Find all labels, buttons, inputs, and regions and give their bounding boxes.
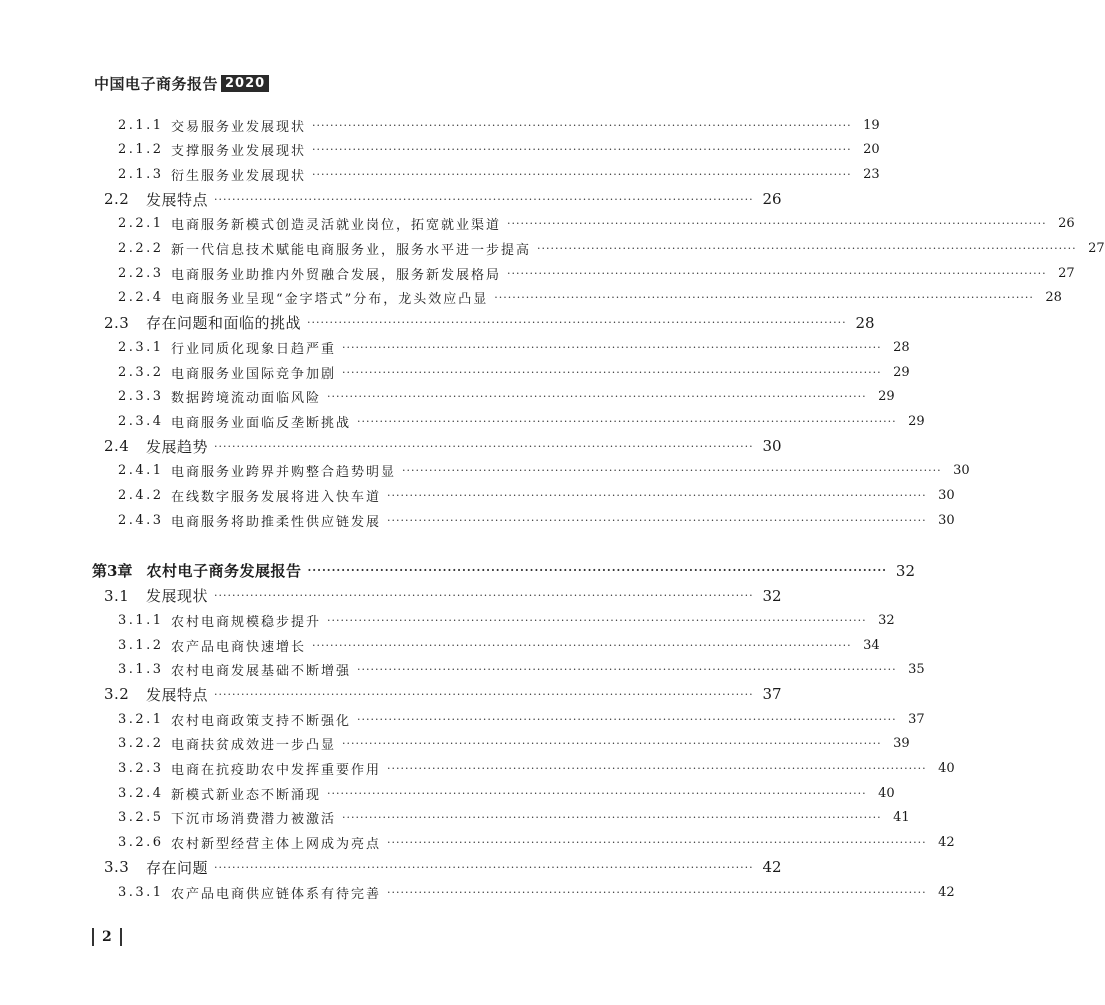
toc-entry-number: 3.2.2 [118, 736, 164, 752]
toc-entry[interactable] [118, 163, 880, 185]
toc-entry-page: 42 [938, 884, 955, 900]
toc-leader-dots: ························································································································ [387, 513, 927, 527]
toc-entry-page: 29 [893, 364, 910, 380]
toc-entry-title: 发展特点 [146, 190, 209, 209]
toc-entry-title: 农村电商发展基础不断增强 [171, 664, 352, 680]
toc-leader-dots: ························································································································ [387, 836, 927, 850]
toc-entry-title: 农村新型经营主体上网成为亮点 [171, 837, 382, 853]
toc-entry-title: 农产品电商快速增长 [171, 639, 307, 655]
toc-entry[interactable] [118, 287, 1062, 309]
toc-entry[interactable] [118, 782, 895, 804]
toc-entry-number: 2.1.2 [118, 142, 164, 158]
toc-entry-title: 下沉市场消费潜力被激活 [171, 812, 337, 828]
toc-leader-dots: ························································································································ [342, 737, 882, 751]
toc-entry-title: 农村电子商务发展报告 [146, 562, 302, 581]
toc-entry-number: 3.2.6 [118, 835, 164, 851]
toc-leader-dots: ························································································································ [387, 885, 927, 899]
toc-entry-number: 3.1.2 [118, 637, 164, 653]
toc-leader-dots: ························································································································ [402, 464, 942, 478]
running-header [94, 73, 269, 94]
year-badge: 2020 [221, 75, 269, 92]
toc-entry-number: 3.1.3 [118, 662, 164, 678]
toc-entry-page: 42 [938, 835, 955, 851]
toc-entry[interactable] [92, 560, 916, 582]
toc-leader-dots: ························································································································ [357, 712, 897, 726]
toc-entry-title: 在线数字服务发展将进入快车道 [171, 490, 382, 505]
toc-entry[interactable] [118, 460, 970, 482]
toc-entry-page: 30 [953, 463, 970, 479]
toc-entry-number: 3.2.4 [118, 785, 164, 801]
toc-entry-page: 37 [908, 711, 925, 727]
toc-entry-title: 电商服务业面临反垄断挑战 [171, 415, 352, 431]
toc-entry-page: 34 [863, 637, 880, 653]
footer-right-bar [120, 928, 122, 946]
toc-entry-number: 2.2.4 [118, 290, 164, 306]
toc-entry-page: 37 [762, 685, 782, 704]
toc-entry-title: 交易服务业发展现状 [171, 119, 307, 135]
toc-entry-number: 2.2.2 [118, 241, 164, 256]
toc-entry[interactable] [118, 708, 925, 730]
toc-entry[interactable] [118, 361, 910, 383]
toc-leader-dots: ························································································································ [312, 143, 852, 157]
toc-entry[interactable] [118, 262, 1075, 284]
toc-entry-page: 30 [938, 512, 955, 528]
toc-leader-dots: ························································································································ [214, 439, 754, 453]
page-footer [92, 928, 122, 946]
toc-entry-title: 电商服务将助推柔性供应链发展 [171, 514, 382, 530]
toc-leader-dots: ························································································································ [342, 340, 882, 354]
report-title: 中国电子商务报告 [94, 75, 219, 93]
toc-entry-number: 2.4.2 [118, 488, 164, 503]
toc-entry-title: 农村电商规模稳步提升 [171, 614, 322, 630]
toc-entry[interactable] [104, 312, 875, 334]
toc-entry-title: 行业同质化现象日趋严重 [171, 341, 337, 357]
toc-entry-number: 2.1.1 [118, 117, 164, 133]
toc-entry-page: 27 [1058, 265, 1075, 281]
toc-entry[interactable] [118, 213, 1075, 235]
toc-leader-dots: ························································································································ [312, 118, 852, 132]
toc-entry-number: 2.2.3 [118, 265, 164, 281]
toc-entry-number: 2.2 [104, 190, 130, 209]
toc-leader-dots: ························································································································ [342, 811, 882, 825]
toc-entry[interactable] [118, 881, 955, 903]
toc-leader-dots: ························································································································ [327, 390, 867, 404]
toc-entry-title: 新一代信息技术赋能电商服务业，服务水平进一步提高 [171, 243, 532, 258]
toc-entry[interactable] [118, 410, 925, 432]
toc-entry-page: 20 [863, 142, 880, 158]
toc-leader-dots: ························································································································ [307, 316, 847, 330]
toc-entry-title: 电商服务新模式创造灵活就业岗位，拓宽就业渠道 [171, 218, 502, 234]
toc-entry[interactable] [104, 856, 782, 878]
toc-leader-dots: ························································································································ [327, 786, 867, 800]
toc-entry-page: 26 [762, 190, 782, 209]
toc-entry-title: 新模式新业态不断涌现 [171, 787, 322, 803]
toc-leader-dots: ························································································································ [307, 564, 888, 578]
toc-entry-page: 19 [863, 117, 880, 133]
toc-entry-number: 2.3 [104, 313, 130, 332]
toc-entry-number: 3.2.5 [118, 810, 164, 826]
toc-entry-number: 3.3 [104, 858, 130, 877]
toc-leader-dots: ························································································································ [214, 860, 754, 874]
toc-entry[interactable] [118, 238, 1105, 260]
toc-entry-title: 电商服务业呈现“金字塔式”分布，龙头效应凸显 [171, 292, 489, 308]
toc-entry-title: 发展特点 [146, 685, 209, 704]
toc-entry-page: 40 [878, 785, 895, 801]
toc-leader-dots: ························································································································ [357, 414, 897, 428]
toc-entry-title: 电商服务业助推内外贸融合发展，服务新发展格局 [171, 267, 502, 283]
toc-entry-number: 3.2.3 [118, 761, 164, 776]
toc-entry-number: 第3章 [92, 562, 133, 581]
toc-leader-dots: ························································································································ [507, 217, 1047, 231]
toc-leader-dots: ························································································································ [214, 589, 754, 603]
toc-leader-dots: ························································································································ [357, 663, 897, 677]
toc-entry-title: 电商服务业国际竞争加剧 [171, 366, 337, 382]
toc-entry-title: 电商服务业跨界并购整合趋势明显 [171, 465, 397, 481]
toc-entry[interactable] [118, 659, 925, 681]
toc-entry-page: 40 [938, 761, 955, 776]
toc-entry-number: 3.1.1 [118, 612, 164, 628]
toc-entry-page: 23 [863, 166, 880, 182]
toc-entry-page: 32 [895, 561, 916, 580]
toc-entry-number: 3.3.1 [118, 884, 164, 900]
page-number: 2 [102, 929, 112, 945]
toc-entry-page: 30 [938, 488, 955, 503]
toc-entry[interactable] [118, 733, 910, 755]
toc-entry-title: 支撑服务业发展现状 [171, 144, 307, 160]
toc-entry-title: 发展趋势 [146, 437, 209, 456]
toc-entry-page: 41 [893, 810, 910, 826]
toc-entry-page: 29 [908, 413, 925, 429]
toc-entry-number: 3.1 [104, 586, 130, 605]
footer-left-bar [92, 928, 94, 946]
toc-entry-page: 29 [878, 389, 895, 405]
toc-entry-page: 26 [1058, 216, 1075, 232]
toc-entry[interactable] [118, 758, 955, 780]
toc-entry[interactable] [118, 509, 955, 531]
toc-entry-number: 2.3.1 [118, 339, 164, 355]
toc-entry-number: 3.2 [104, 685, 130, 704]
toc-entry-number: 3.2.1 [118, 711, 164, 727]
toc-entry-page: 39 [893, 736, 910, 752]
toc-leader-dots: ························································································································ [312, 638, 852, 652]
toc-entry-number: 2.4.1 [118, 463, 164, 479]
toc-entry[interactable] [104, 188, 782, 210]
toc-entry-title: 电商扶贫成效进一步凸显 [171, 738, 337, 754]
toc-leader-dots: ························································································································ [537, 242, 1077, 255]
toc-entry-title: 发展现状 [146, 587, 209, 606]
toc-entry-title: 衍生服务业发展现状 [171, 168, 307, 184]
toc-entry[interactable] [118, 609, 895, 631]
toc-leader-dots: ························································································································ [494, 291, 1034, 305]
toc-entry[interactable] [118, 485, 955, 507]
toc-leader-dots: ························································································································ [387, 762, 927, 775]
toc-leader-dots: ························································································································ [507, 266, 1047, 280]
toc-leader-dots: ························································································································ [214, 687, 754, 701]
toc-entry[interactable] [118, 336, 910, 358]
toc-entry-number: 2.4.3 [118, 512, 164, 528]
toc-entry[interactable] [118, 634, 880, 656]
toc-entry[interactable] [104, 683, 782, 705]
toc-entry-page: 42 [762, 858, 782, 877]
toc-entry-title: 数据跨境流动面临风险 [171, 391, 322, 407]
toc-entry-title: 农村电商政策支持不断强化 [171, 713, 352, 729]
toc-entry-page: 32 [878, 612, 895, 628]
toc-entry-number: 2.3.3 [118, 389, 164, 405]
toc-entry[interactable] [104, 585, 782, 607]
toc-entry-page: 32 [762, 586, 782, 605]
toc-leader-dots: ························································································································ [327, 613, 867, 627]
toc-leader-dots: ························································································································ [214, 192, 754, 206]
toc-leader-dots: ························································································································ [387, 489, 927, 502]
toc-entry-number: 2.3.2 [118, 364, 164, 380]
toc-entry-number: 2.3.4 [118, 413, 164, 429]
toc-entry-page: 35 [908, 662, 925, 678]
toc-leader-dots: ························································································································ [312, 167, 852, 181]
toc-entry[interactable] [118, 386, 895, 408]
toc-entry-page: 28 [855, 313, 875, 332]
toc-entry-title: 农产品电商供应链体系有待完善 [171, 886, 382, 902]
toc-entry-title: 电商在抗疫助农中发挥重要作用 [171, 763, 382, 778]
toc-entry-number: 2.1.3 [118, 166, 164, 182]
toc-entry-title: 存在问题 [146, 858, 209, 877]
toc-entry[interactable] [118, 807, 910, 829]
toc-entry-page: 28 [1045, 290, 1062, 306]
toc-entry-page: 28 [893, 339, 910, 355]
toc-entry-page: 30 [762, 437, 782, 456]
toc-entry[interactable] [118, 832, 955, 854]
toc-leader-dots: ························································································································ [342, 365, 882, 379]
toc-entry[interactable] [118, 114, 880, 136]
toc-entry-page: 27 [1088, 241, 1105, 256]
toc-entry-number: 2.2.1 [118, 216, 164, 232]
toc-entry[interactable] [104, 435, 782, 457]
toc-entry-number: 2.4 [104, 437, 130, 456]
toc-entry-title: 存在问题和面临的挑战 [146, 314, 302, 333]
toc-entry[interactable] [118, 139, 880, 161]
